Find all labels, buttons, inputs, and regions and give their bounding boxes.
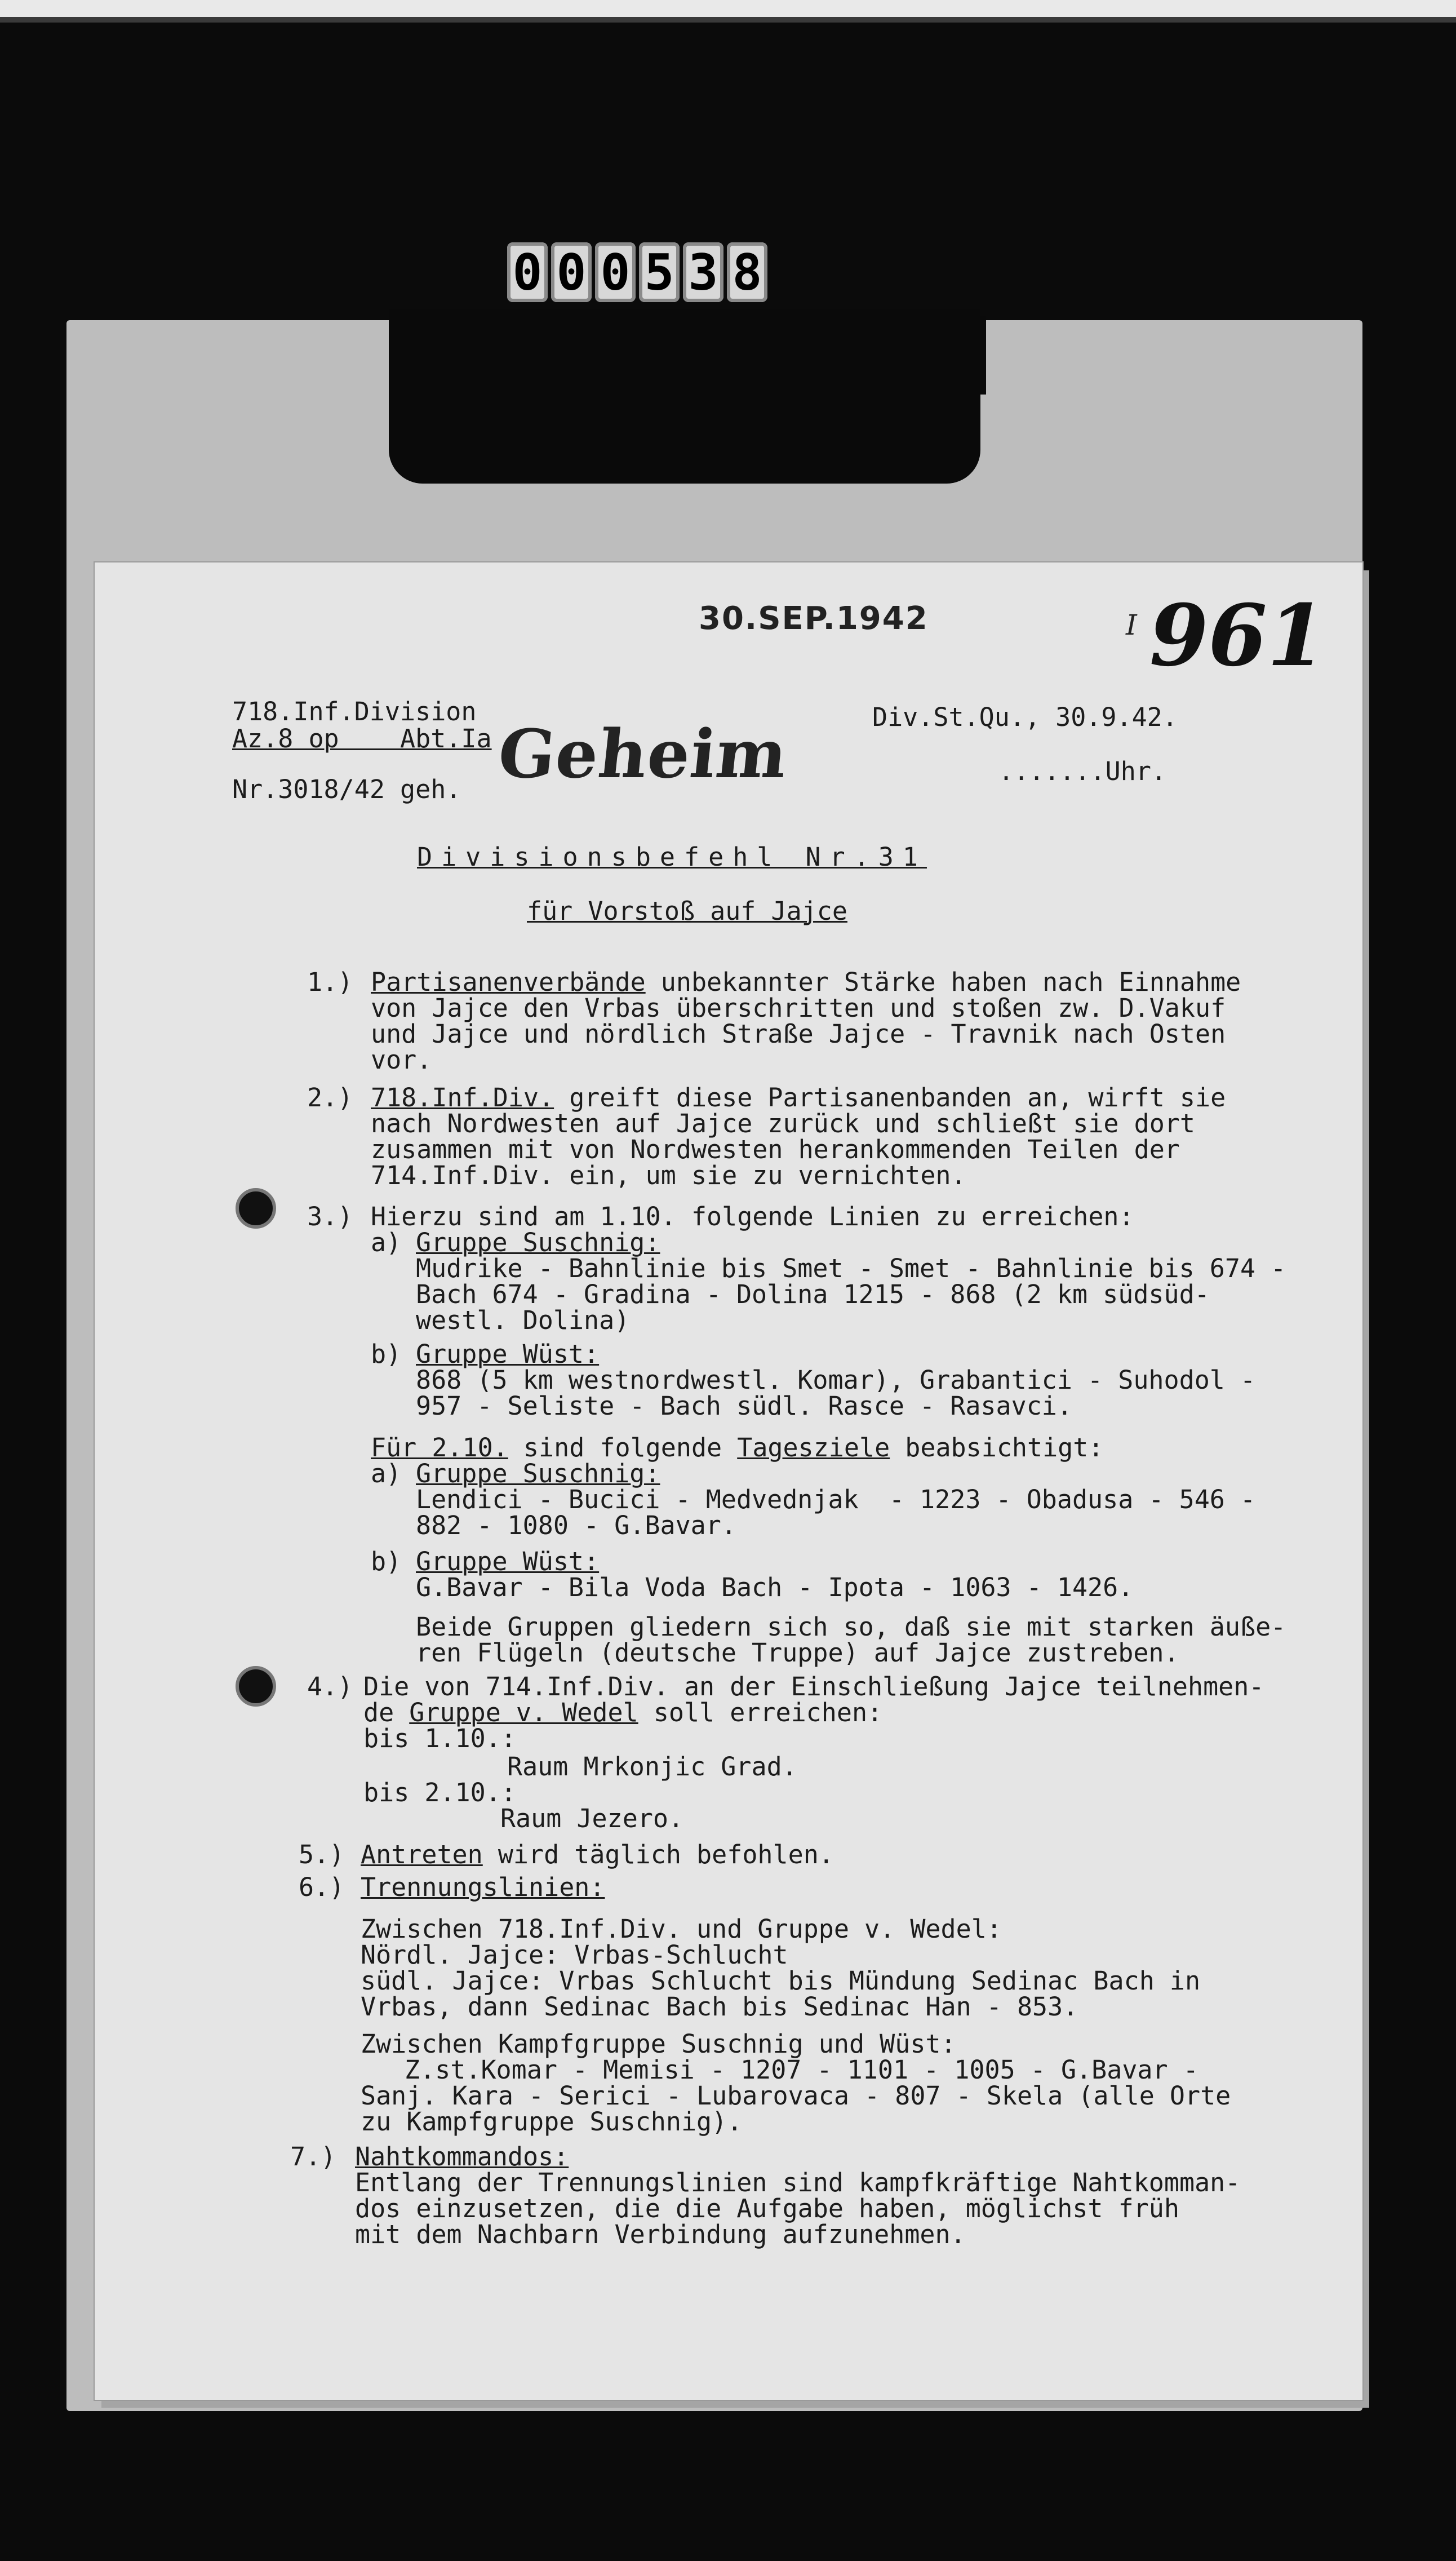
paragraph-number: 3.) <box>307 1202 353 1231</box>
paragraph-line: südl. Jajce: Vrbas Schlucht bis Mündung Sedinac Bach in <box>361 1966 1201 1996</box>
section-heading: Nahtkommandos: <box>355 2142 569 2172</box>
paragraph-line: westl. Dolina) <box>416 1305 630 1335</box>
film-edge <box>0 0 1456 17</box>
film-edge-shadow <box>0 17 1456 23</box>
paragraph-line: Beide Gruppen gliedern sich so, daß sie mit starken äuße- <box>416 1612 1286 1642</box>
paragraph-line: nach Nordwesten auf Jajce zurück und schließt sie dort <box>371 1109 1195 1138</box>
document-number: Nr.3018/42 geh. <box>232 774 461 804</box>
paragraph-line: Sanj. Kara - Serici - Lubarovaca - 807 - Skela (alle Orte <box>361 2081 1231 2111</box>
paragraph-number: 2.) <box>307 1083 353 1113</box>
paragraph-line: zusammen mit von Nordwesten herankommenden Teilen der <box>371 1135 1180 1164</box>
paragraph-line: Mudrike - Bahnlinie bis Smet - Smet - Bahnlinie bis 674 - <box>416 1253 1286 1283</box>
counter-digit: 8 <box>727 242 767 302</box>
list-label: b) <box>371 1547 402 1576</box>
document-subtitle: für Vorstoß auf Jajce <box>527 896 847 926</box>
binder-clip-notch <box>935 316 986 395</box>
paragraph-line: 882 - 1080 - G.Bavar. <box>416 1510 736 1540</box>
paragraph-line <box>371 969 1241 995</box>
punch-hole <box>236 1666 276 1707</box>
binder-clip <box>389 309 980 484</box>
paragraph-line: vor. <box>371 1045 432 1075</box>
paragraph-line: Hierzu sind am 1.10. folgende Linien zu erreichen: <box>371 1202 1134 1231</box>
text-span: de <box>363 1698 410 1727</box>
counter-digit: 0 <box>595 242 636 302</box>
paragraph-line: 868 (5 km westnordwestl. Komar), Grabantici - Suhodol - <box>416 1365 1256 1395</box>
counter-digit: 3 <box>683 242 723 302</box>
paragraph-line: Zwischen 718.Inf.Div. und Gruppe v. Wedel: <box>361 1914 1002 1944</box>
paragraph-line: zu Kampfgruppe Suschnig). <box>361 2107 743 2137</box>
handwritten-mark: I <box>1126 609 1137 641</box>
paragraph-line: Vrbas, dann Sedinac Bach bis Sedinac Han - 853. <box>361 1992 1078 2022</box>
paragraph-line: und Jajce und nördlich Straße Jajce - Travnik nach Osten <box>371 1019 1226 1049</box>
paragraph-line <box>363 1700 882 1726</box>
text-span: greift diese Partisanenbanden an, wirft sie <box>554 1083 1226 1113</box>
paragraph-line: Die von 714.Inf.Div. an der Einschließung Jajce teilnehmen- <box>363 1672 1264 1702</box>
handwritten-number: 961 <box>1149 586 1326 685</box>
paragraph-line: G.Bavar - Bila Voda Bach - Ipota - 1063 - 1426. <box>416 1572 1134 1602</box>
list-label: a) <box>371 1459 402 1488</box>
group-heading: Gruppe Suschnig: <box>416 1228 660 1257</box>
list-label: a) <box>371 1228 402 1257</box>
paragraph-line: von Jajce den Vrbas überschritten und stoßen zw. D.Vakuf <box>371 993 1226 1023</box>
paragraph-line <box>361 1842 834 1868</box>
text-span: soll erreichen: <box>638 1698 883 1727</box>
text-span: wird täglich befohlen. <box>482 1840 834 1869</box>
paragraph-line: Z.st.Komar - Memisi - 1207 - 1101 - 1005 - G.Bavar - <box>405 2055 1198 2085</box>
paragraph-line: ren Flügeln (deutsche Truppe) auf Jajce zustreben. <box>416 1638 1179 1668</box>
paragraph-line <box>371 1085 1226 1111</box>
paragraph-line: Lendici - Bucici - Medvednjak - 1223 - Obadusa - 546 - <box>416 1485 1256 1514</box>
paragraph-number: 5.) <box>299 1840 345 1869</box>
document-title: Divisionsbefehl Nr.31 <box>417 842 927 872</box>
section-reference: Az.8 op Abt.Ia <box>232 724 492 754</box>
underlined-term: Antreten <box>361 1840 483 1869</box>
paragraph-line: 714.Inf.Div. ein, um sie zu vernichten. <box>371 1160 966 1190</box>
paragraph-number: 1.) <box>307 967 353 997</box>
punch-hole <box>236 1188 276 1229</box>
text-span: sind folgende <box>508 1433 738 1463</box>
paragraph-line: bis 2.10.: <box>363 1778 516 1807</box>
paragraph-number: 7.) <box>290 2142 336 2172</box>
underlined-term: Tagesziele <box>737 1433 890 1463</box>
counter-digit: 0 <box>551 242 592 302</box>
list-label: b) <box>371 1339 402 1369</box>
time-field: .......Uhr. <box>998 756 1167 786</box>
paragraph-line: 957 - Seliste - Bach südl. Rasce - Rasavci. <box>416 1391 1072 1421</box>
paragraph-line: Raum Mrkonjic Grad. <box>507 1752 797 1782</box>
paragraph-line: dos einzusetzen, die die Aufgabe haben, möglichst früh <box>355 2194 1179 2223</box>
counter-digit: 5 <box>639 242 680 302</box>
paragraph-line: Zwischen Kampfgruppe Suschnig und Wüst: <box>361 2029 956 2059</box>
group-heading: Gruppe Suschnig: <box>416 1459 660 1488</box>
underlined-term: Gruppe v. Wedel <box>409 1698 638 1727</box>
paragraph-line: Raum Jezero. <box>500 1804 684 1833</box>
paragraph-line: Bach 674 - Gradina - Dolina 1215 - 868 (2 km südsüd- <box>416 1279 1210 1309</box>
paragraph-number: 4.) <box>307 1672 353 1702</box>
paragraph-line: mit dem Nachbarn Verbindung aufzunehmen. <box>355 2219 966 2249</box>
counter-digit: 0 <box>507 242 548 302</box>
received-date-stamp: 30.SEP.1942 <box>699 600 929 637</box>
paragraph-number: 6.) <box>299 1872 345 1902</box>
place-date: Div.St.Qu., 30.9.42. <box>872 702 1178 732</box>
paragraph-line: bis 1.10.: <box>363 1723 516 1753</box>
paragraph-line: Nördl. Jajce: Vrbas-Schlucht <box>361 1940 788 1970</box>
classification-stamp: Geheim <box>494 715 792 793</box>
section-heading: Trennungslinien: <box>361 1872 605 1902</box>
group-heading: Gruppe Wüst: <box>416 1547 600 1576</box>
paragraph-line <box>371 1435 1103 1461</box>
underlined-term: Für 2.10. <box>371 1433 508 1463</box>
paragraph-line: Entlang der Trennungslinien sind kampfkräftige Nahtkomman- <box>355 2168 1241 2197</box>
group-heading: Gruppe Wüst: <box>416 1339 600 1369</box>
underlined-term: Partisanenverbände <box>371 967 646 997</box>
frame-counter <box>507 242 767 302</box>
text-span: beabsichtigt: <box>890 1433 1104 1463</box>
text-span: unbekannter Stärke haben nach Einnahme <box>645 967 1241 997</box>
underlined-term: 718.Inf.Div. <box>371 1083 554 1113</box>
unit-name: 718.Inf.Division <box>232 697 477 726</box>
